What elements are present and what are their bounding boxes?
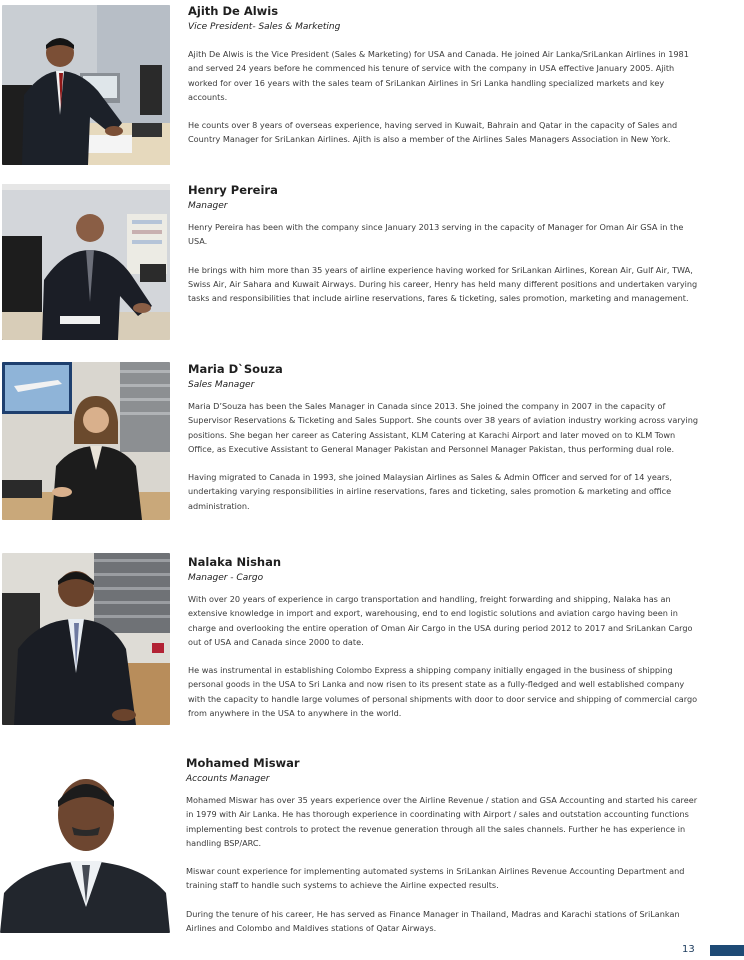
profile-name: Ajith De Alwis [188,4,279,18]
person-at-desk-photo [2,362,170,520]
profile-paragraph: Ajith De Alwis is the Vice President (Sales & Marketing) for USA and Canada. He joined Air Lanka/SriLankan Airlines in 1981 and served 24 years before he commenced his tenure of service with the company in USA effective January 2005. Ajith worked for over 16 years with the sales team of SriLankan Airlines in Sri Lanka handling specialized markets and key accounts. [188,49,689,102]
profile-title: Sales Manager [188,380,255,390]
profile-title: Manager - Cargo [188,573,264,583]
profile-paragraph: During the tenure of his career, He has served as Finance Manager in Thailand, Madras and Karachi stations of SriLankan Airlines and Colombo and Maldives stations of Qatar Airways. [186,908,680,934]
profile-paragraph: Maria D’Souza has been the Sales Manager in Canada since 2013. She joined the company in 2007 in the capacity of Supervisor Reservations & Ticketing and Sales Support. She counts over 38 years of aviation industry working across varying positions. She began her career as Catering Assistant, KLM Catering at Karachi Airport and later moved on to KLM Town Office, as Executive Assistant to General Manager Pakistan and Personnel Manager Pakistan, thus performing dual role. [188,401,699,454]
profile-paragraph: Miswar count experience for implementing automated systems in SriLankan Airlines Revenue Accounting Department and training staff to handle such systems to achieve the Airline expected results. [186,866,685,891]
profile-title: Accounts Manager [186,774,270,784]
profile-paragraph: Mohamed Miswar has over 35 years experience over the Airline Revenue / station and GSA Accounting and started his career in 1979 with Air Lanka. He has thorough experience in coordinating with Airport / sales and outstation accounting functions implementing best controls to protect the revenue generation through all the sales channels. Further he has experience in handling BSP/ARC. [186,795,698,848]
profile-name: Mohamed Miswar [186,756,300,770]
person-portrait-photo [0,757,170,933]
person-at-desk-photo [2,184,170,340]
profile-title: Manager [188,201,228,211]
profile-title: Vice President- Sales & Marketing [188,22,341,32]
profile-paragraph: Having migrated to Canada in 1993, she joined Malaysian Airlines as Sales & Admin Officer and served for of 14 years, undertaking varying responsibilities in airline reservations, fares and ticketing, sales promotion & marketing and office administration. [188,472,672,511]
person-at-desk-photo [2,5,170,165]
profile-paragraph: With over 20 years of experience in cargo transportation and handling, freight forwarding and shipping, Nalaka has an extensive knowledge in import and export, warehousing, end to end logistic solutions and aviation cargo having been in charge and overlooking the entire operation of Oman Air Cargo in the USA during period 2012 to 2017 and SriLankan Cargo out of USA and Canada since 2000 to date. [188,594,693,647]
profile-paragraph: He brings with him more than 35 years of airline experience having worked for SriLankan Airlines, Korean Air, Gulf Air, TWA, Swiss Air, Air Sahara and Kuwait Airways. During his career, Henry has held many different positions and undertaken varying tasks and responsibilities that include airline reservations, fares & ticketing, sales promotion, marketing and management. [188,264,698,304]
profile-paragraph: He was instrumental in establishing Colombo Express a shipping company initially engaged in the business of shipping personal goods in the USA to Sri Lanka and now risen to its present state as a fully-fledged and well established company with the capacity to handle large volumes of personal shipments with door to door service and shipping of commercial cargo from anywhere in the USA to anywhere in the world. [188,665,698,719]
profile-paragraph: Henry Pereira has been with the company since January 2013 serving in the capacity of Manager for Oman Air GSA in the USA. [188,222,684,247]
person-at-desk-photo [2,553,170,725]
profile-name: Henry Pereira [188,183,278,197]
footer-accent-bar [710,945,744,956]
profile-name: Nalaka Nishan [188,555,282,569]
profile-paragraph: He counts over 8 years of overseas experience, having served in Kuwait, Bahrain and Qatar in the capacity of Sales and Country Manager for SriLankan Airlines. Ajith is also a member of the Airlines Sales Managers Association in New York. [188,120,678,145]
page-number: 13 [682,944,695,955]
profile-name: Maria D`Souza [188,362,283,376]
